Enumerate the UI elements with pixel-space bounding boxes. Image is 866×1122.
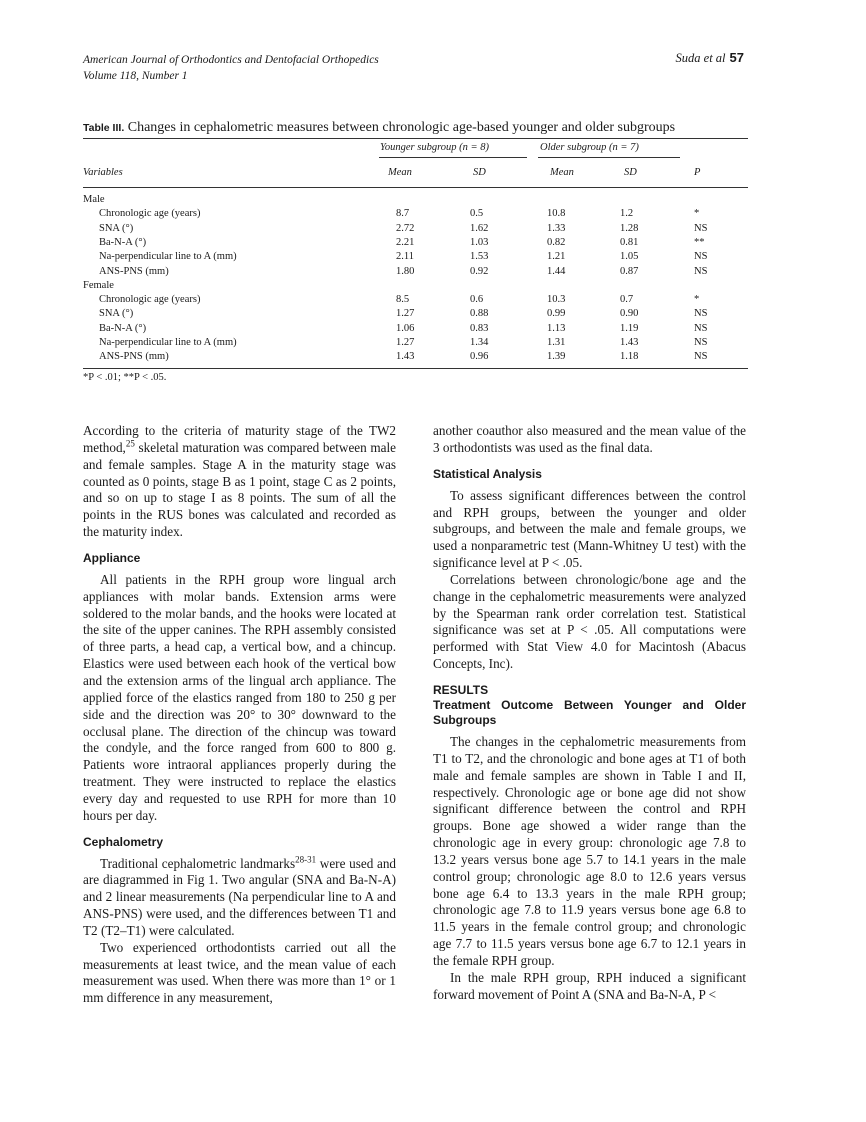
table-cell: *: [694, 208, 700, 220]
table-cell: 1.34: [470, 337, 489, 348]
paragraph: Two experienced orthodontists carried out all the measurements at least twice, and the mean value of each measurement was used. When there was more than 1° or 1 mm difference in any measurement,: [83, 939, 396, 1006]
table-cell: 1.03: [470, 236, 489, 248]
paragraph: To assess significant differences between the control and RPH groups, between the younger and older subgroups, and between the male and female groups, we used a nonparametric test (Mann-Whitney U test) with the significance level at P < .05.: [433, 487, 746, 571]
table-cell: 0.7: [620, 294, 634, 306]
table-cell: 0.87: [620, 265, 639, 277]
col-header-mean-older: Mean: [550, 167, 574, 178]
table-caption: [83, 120, 748, 136]
table-cell: 1.18: [620, 351, 639, 363]
table-title: Changes in cephalometric measures between chronologic age-based younger and older subgroups: [127, 120, 676, 135]
table-cell: 1.33: [547, 222, 566, 234]
table-header-rule: [83, 187, 748, 188]
section-heading-appliance: Appliance: [83, 550, 141, 565]
table-cell: 1.43: [396, 351, 415, 363]
table-row-label: SNA (°): [99, 308, 134, 320]
col-header-p: P: [694, 167, 701, 178]
table-footnote: *P < .01; **P < .05.: [83, 372, 167, 383]
table-cell: 2.72: [396, 222, 415, 234]
table-cell: 0.6: [470, 294, 484, 306]
table-cell: 1.21: [547, 251, 566, 263]
paragraph: Correlations between chronologic/bone age and the change in the cephalometric measurements were analyzed by the Spearman rank order correlation test. Statistical significance was set at P < .05. All computations were performed with Stat View 4.0 for Macintosh (Abacus Concepts, Inc).: [433, 571, 746, 672]
table-cell: 1.80: [396, 265, 415, 277]
col-header-variables: Variables: [83, 167, 123, 178]
table-row-label: Ba-N-A (°): [99, 236, 147, 248]
table-cell: 0.88: [470, 308, 489, 320]
group-underline-older: [538, 157, 680, 158]
table-cell: 8.5: [396, 294, 410, 306]
table-cell: 10.3: [547, 294, 566, 306]
table-cell: 1.19: [620, 322, 639, 334]
group-underline-younger: [379, 157, 527, 158]
table-row-label: Na-perpendicular line to A (mm): [99, 337, 237, 348]
table-row-label: Ba-N-A (°): [99, 322, 147, 334]
table-cell: 1.2: [620, 208, 634, 220]
table-cell: NS: [694, 308, 708, 320]
table-cell: 8.7: [396, 208, 410, 220]
table-cell: 1.31: [547, 337, 566, 348]
table-cell: 1.39: [547, 351, 566, 363]
reference-superscript: 28-31: [295, 854, 317, 865]
subsection-heading-treatment-outcome: Treatment Outcome Between Younger and Older Subgroups: [433, 697, 746, 727]
table-cell: 0.92: [470, 265, 489, 277]
table-row-label: Chronologic age (years): [99, 294, 201, 306]
table-cell: 1.27: [396, 337, 415, 348]
table-bottom-rule: [83, 368, 748, 369]
paragraph: another coauthor also measured and the mean value of the 3 orthodontists was used as the final data.: [433, 423, 746, 455]
table-cell: 0.5: [470, 208, 484, 220]
table-cell: NS: [694, 351, 708, 363]
table-cell: NS: [694, 322, 708, 334]
table-cell: 1.43: [620, 337, 639, 348]
table-cell: 1.28: [620, 222, 639, 234]
running-header-left: [83, 52, 379, 84]
table-cell: 2.21: [396, 236, 415, 248]
table-cell: NS: [694, 222, 708, 234]
table-row-label: Na-perpendicular line to A (mm): [99, 251, 237, 263]
table-label: Table III.: [83, 122, 125, 134]
paragraph: The changes in the cephalometric measurements from T1 to T2, and the chronologic and bone ages at T1 of both male and female samples are shown in Table I and II, respectively. Chronologic age or bone age did not show significant difference between the control and RPH groups. Bone age showed a wider range than the chronologic age in every group: chronologic age 7.8 to 13.2 years versus bone age 5.7 to 14.1 years in the male control group; chronologic age 8.0 to 12.6 years versus bone age 6.4 to 13.3 years in the male RPH group; chronologic age 7.8 to 11.9 years versus bone age 6.8 to 11.5 years in the female control group; and chronologic age 7.7 to 11.5 years versus bone age 6.7 to 12.1 years in the female RPH group.: [433, 733, 746, 968]
table-cell: NS: [694, 265, 708, 277]
paragraph: Traditional cephalometric landmarks$^{28-31}$ were used and are diagrammed in Fig 1. Two angular (SNA and Ba-N-A) and 2 linear measurements (Na perpendicular line to A and ANS-PNS) were used, and the differences between T1 and T2 (T2–T1) were calculated.: [83, 854, 397, 938]
table-cell: 0.81: [620, 236, 639, 248]
table-cell: 1.05: [620, 251, 639, 263]
col-header-sd-older: SD: [624, 167, 637, 178]
page-number: 57: [729, 50, 744, 65]
section-heading-results: RESULTS: [433, 682, 489, 697]
table-cell: 0.82: [547, 236, 566, 248]
table-section-label: Female: [83, 279, 114, 291]
table-row-label: ANS-PNS (mm): [99, 265, 169, 277]
paragraph: In the male RPH group, RPH induced a significant forward movement of Point A (SNA and Ba-N-A, P <: [433, 969, 746, 1002]
section-heading-statistical-analysis: Statistical Analysis: [433, 466, 542, 481]
table-cell: 10.8: [547, 208, 566, 220]
table-row-label: ANS-PNS (mm): [99, 351, 169, 363]
journal-name: American Journal of Orthodontics and Dentofacial Orthopedics: [83, 54, 379, 66]
group-header-older: Older subgroup (n = 7): [540, 142, 639, 153]
table-cell: 1.13: [547, 322, 566, 334]
col-header-mean-younger: Mean: [388, 167, 412, 178]
table-cell: 1.27: [396, 308, 415, 320]
table-row-label: Chronologic age (years): [99, 208, 201, 220]
table-cell: 1.62: [470, 222, 489, 234]
table-cell: 0.83: [470, 322, 489, 334]
table-cell: 1.06: [396, 322, 415, 334]
paragraph: According to the criteria of maturity stage of the TW2 method,$^{25}$ skeletal maturation was compared between male and female samples. Stage A in the maturity stage was counted as 0 points, stage B as 1 point, stage C as 2 points, and so on up to stage I as 8 points. The sum of all the points in the RUS bones was calculated and recorded as the maturity index.: [83, 423, 396, 540]
table-cell: **: [694, 236, 705, 248]
table-cell: 0.90: [620, 308, 639, 320]
reference-superscript: 25: [125, 438, 135, 449]
table-cell: NS: [694, 251, 708, 263]
left-column: [83, 423, 396, 1007]
journal-volume: Volume 118, Number 1: [83, 70, 188, 82]
right-column: [433, 423, 746, 1003]
author-label: Suda et al: [675, 51, 726, 65]
table-top-rule: [83, 138, 748, 139]
table-section-label: Male: [83, 194, 105, 205]
section-heading-cephalometry: Cephalometry: [83, 834, 164, 849]
col-header-sd-younger: SD: [473, 167, 486, 178]
table-cell: 1.44: [547, 265, 566, 277]
table-cell: *: [694, 294, 700, 306]
paragraph: All patients in the RPH group wore lingual arch appliances with molar bands. Extension arms were soldered to the molar bands, and the hooks were located at the site of the upper canines. The RPH assembly consisted of three parts, a head cap, a vertical bow, and a chincup. Elastics were used between each hook of the vertical bow and the extension arms of the lingual arch appliance. The applied force of the elastics ranged from 180 to 250 g per side and the direction was 20° to 30° downward to the occlusal plane. The direction of the chincup was toward the condyle, and the force ranged from 600 to 800 g. Patients wore intraoral appliances properly during the treatment. They were instructed to replace the elastics every day and requested to use RPH for more than 10 hours per day.: [83, 571, 396, 823]
table-cell: 0.99: [547, 308, 566, 320]
table-cell: 0.96: [470, 351, 489, 363]
running-header-right: [676, 50, 744, 66]
table-cell: 2.11: [396, 251, 414, 263]
table-row-label: SNA (°): [99, 222, 134, 234]
table-cell: 1.53: [470, 251, 489, 263]
group-header-younger: Younger subgroup (n = 8): [380, 142, 489, 153]
table-cell: NS: [694, 337, 708, 348]
